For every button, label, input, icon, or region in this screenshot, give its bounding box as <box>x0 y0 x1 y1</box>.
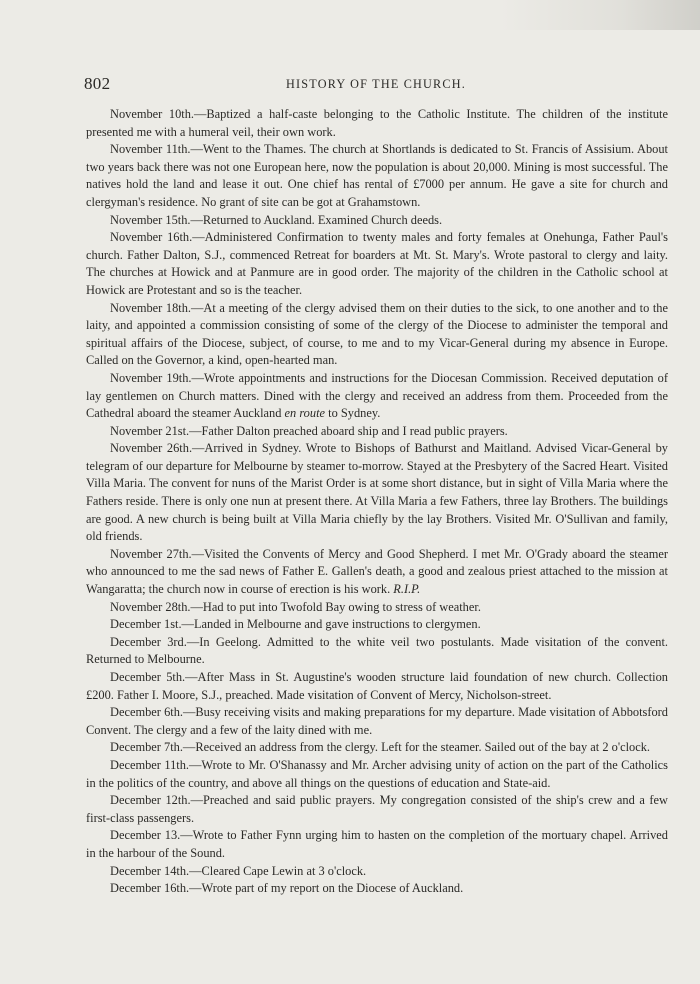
entry-nov-27-text: November 27th.—Visited the Convents of Mercy and Good Shepherd. I met Mr. O'Grady aboard the steamer who announced to me the sad news of Father E. Gallen's death, a good and zealous priest attached to the mission at Wangaratta; the church now in course of erection is his work. <box>86 546 668 597</box>
entry-dec-1: December 1st.—Landed in Melbourne and gave instructions to clergymen. <box>110 617 481 632</box>
page-header <box>84 74 668 96</box>
entry-nov-19-italic: en route <box>284 406 326 421</box>
entry-dec-13: December 13.—Wrote to Father Fynn urging him to hasten on the completion of the mortuary chapel. Arrived in the harbour of the Sound. <box>86 828 668 860</box>
entry-nov-19 <box>86 370 668 423</box>
entry-nov-16: November 16th.—Administered Confirmation to twenty males and forty females at Onehunga, Father Paul's church. Father Dalton, S.J., commenced Retreat for boarders at Mt. St. Mary's. Wrote pastoral to clergy and laity. The churches at Howick and at Panmure are in good order. The majority of the children in the Catholic school at Howick are Protestant and so is the teacher. <box>86 230 668 297</box>
entry-nov-19-text: November 19th.—Wrote appointments and instructions for the Diocesan Commission. Received deputation of lay gentlemen on Church matters. Dined with the clergy and received an address from them. Proceeded from the Cathedral aboard the steamer Auckland <box>86 370 668 421</box>
entry-dec-5: December 5th.—After Mass in St. Augustine's wooden structure laid foundation of new church. Collection £200. Father I. Moore, S.J., preached. Made visitation of Convent of Mercy, Nicholson-street. <box>86 670 668 702</box>
diary-entries <box>86 106 668 898</box>
entry-nov-21: November 21st.—Father Dalton preached aboard ship and I read public prayers. <box>110 423 508 438</box>
page-number: 802 <box>84 74 111 93</box>
entry-nov-19-text-end: to Sydney. <box>325 406 381 421</box>
entry-nov-27-italic: R.I.P. <box>393 582 421 597</box>
entry-nov-10: November 10th.—Baptized a half-caste belonging to the Catholic Institute. The children of the institute presented me with a humeral veil, their own work. <box>86 107 668 139</box>
entry-dec-14: December 14th.—Cleared Cape Lewin at 3 o'clock. <box>110 863 367 878</box>
entry-nov-26: November 26th.—Arrived in Sydney. Wrote to Bishops of Bathurst and Maitland. Advised Vicar-General by telegram of our departure for Melbourne by steamer to-morrow. Stayed at the Presbytery of the Sacred Heart. Visited Villa Maria. The convent for nuns of the Marist Order is at some short distance, but in sight of Villa Maria where the Fathers reside. There is only one nun at present there. At Villa Maria a few Fathers, three lay Brothers. The buildings are good. A new church is being built at Villa Maria chiefly by the lay Brothers. Visited Mr. O'Sullivan and family, old friends. <box>86 441 668 544</box>
entry-dec-11: December 11th.—Wrote to Mr. O'Shanassy and Mr. Archer advising unity of action on the part of the Catholics in the politics of the country, and above all things on the questions of education and State-aid. <box>86 757 668 790</box>
entry-dec-7: December 7th.—Received an address from the clergy. Left for the steamer. Sailed out of the bay at 2 o'clock. <box>110 740 650 755</box>
page-edge-shadow <box>500 0 700 30</box>
entry-dec-6: December 6th.—Busy receiving visits and making preparations for my departure. Made visitation of Abbotsford Convent. The clergy and a few of the laity dined with me. <box>86 705 668 737</box>
entry-nov-27 <box>86 546 668 599</box>
entry-nov-28: November 28th.—Had to put into Twofold Bay owing to stress of weather. <box>110 599 481 614</box>
entry-dec-12: December 12th.—Preached and said public prayers. My congregation consisted of the ship's crew and a few first-class passengers. <box>86 793 668 825</box>
entry-dec-3: December 3rd.—In Geelong. Admitted to the white veil two postulants. Made visitation of the convent. Returned to Melbourne. <box>86 634 668 667</box>
running-title: HISTORY OF THE CHURCH. <box>286 77 466 91</box>
entry-nov-15: November 15th.—Returned to Auckland. Examined Church deeds. <box>110 212 443 227</box>
entry-nov-11: November 11th.—Went to the Thames. The church at Shortlands is dedicated to St. Francis of Assisium. About two years back there was not one European here, now the population is about 20,000. Mining is most successful. The natives hold the land and lease it out. One chief has rental of £7000 per annum. He gave a site for church and clergyman's residence. No grant of site can be got at Grahamstown. <box>86 142 668 209</box>
entry-dec-16: December 16th.—Wrote part of my report on the Diocese of Auckland. <box>110 881 464 896</box>
entry-nov-18: November 18th.—At a meeting of the clergy advised them on their duties to the sick, to one another and to the laity, and appointed a commission consisting of some of the clergy of the Diocese to administer the temporal and spiritual affairs of the Diocese, subject, of course, to me and to my Vicar-General during my absence in Europe. Called on the Governor, a kind, open-hearted man. <box>86 300 668 368</box>
